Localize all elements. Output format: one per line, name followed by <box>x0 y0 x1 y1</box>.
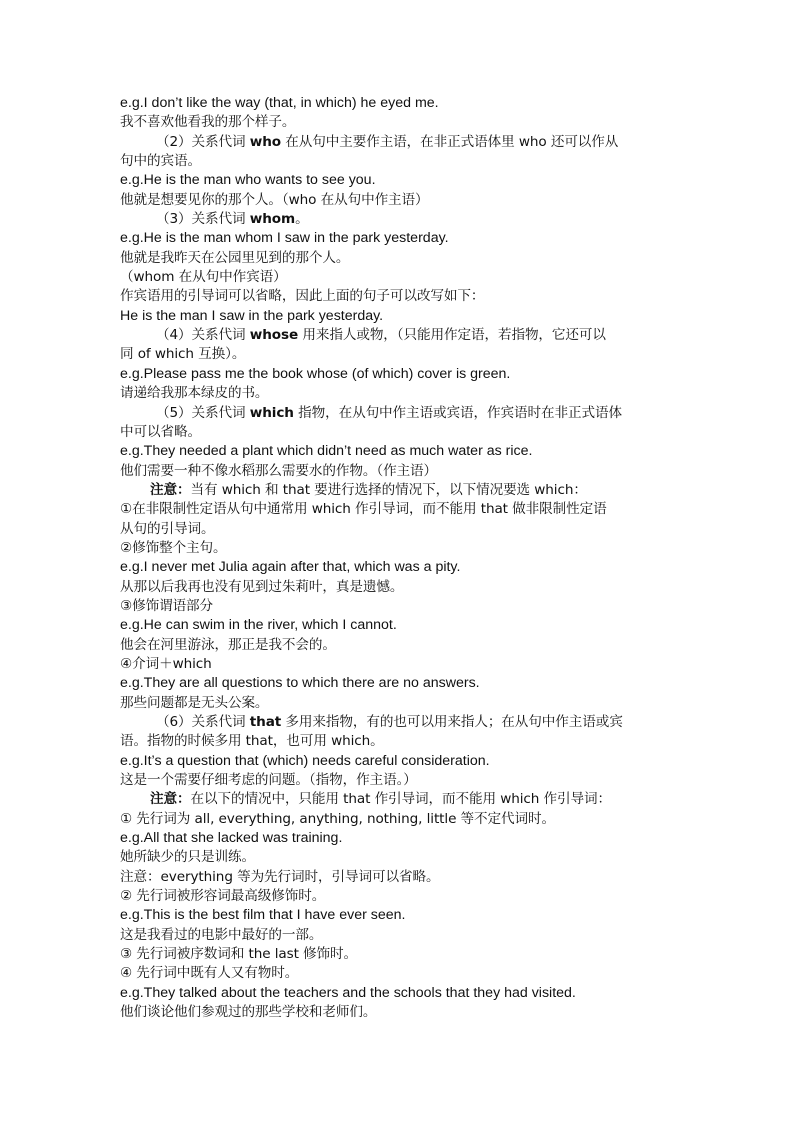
example-sentence: e.g.This is the best film that I have ever seen. <box>120 907 406 924</box>
translation: 他就是我昨天在公园里见到的那个人。 <box>120 249 350 266</box>
document-body <box>120 94 680 1023</box>
example-sentence: e.g.I don’t like the way (that, in which) he eyed me. <box>120 95 439 111</box>
example-sentence: e.g.They talked about the teachers and the schools that they had visited. <box>120 984 576 1001</box>
note-text: 注意：everything 等为先行词时，引导词可以省略。 <box>120 868 440 885</box>
example-sentence: e.g.He is the man who wants to see you. <box>120 172 376 189</box>
list-item: ③修饰谓语部分 <box>120 597 214 614</box>
translation: 他会在河里游泳，那正是我不会的。 <box>120 636 336 653</box>
list-item: ②修饰整个主句。 <box>120 539 227 556</box>
example-sentence: e.g.He can swim in the river, which I cannot. <box>120 617 397 634</box>
paragraph-text: 语。指物的时候多用 that，也可用 which。 <box>120 733 384 750</box>
example-sentence: He is the man I saw in the park yesterday. <box>120 307 384 324</box>
paragraph-text: 中可以省略。 <box>120 423 201 440</box>
translation: 这是我看过的电影中最好的一部。 <box>120 926 323 943</box>
example-sentence: e.g.Please pass me the book whose (of which) cover is green. <box>120 365 511 382</box>
paragraph-text: 句中的宾语。 <box>120 153 201 170</box>
example-sentence: e.g.It’s a question that (which) needs careful consideration. <box>120 752 490 769</box>
list-item: ①在非限制性定语从句中通常用 which 作引导词，而不能用 that 做非限制性定语 <box>120 501 607 518</box>
translation: 请递给我那本绿皮的书。 <box>120 385 269 402</box>
example-sentence: e.g.They are all questions to which there are no answers. <box>120 675 480 692</box>
list-item: ① 先行词为 all, everything, anything, nothing, little 等不定代词时。 <box>120 810 556 827</box>
translation: 这是一个需要仔细考虑的问题。（指物，作主语。） <box>120 772 417 789</box>
translation: 他们谈论他们参观过的那些学校和老师们。 <box>120 1004 377 1021</box>
paragraph-text: （whom 在从句中作宾语） <box>120 269 287 286</box>
section-heading-which: （5）关系代词 which 指物，在从句中作主语或宾语，作宾语时在非正式语体 <box>156 404 622 421</box>
translation: 从那以后我再也没有见到过朱莉叶，真是遗憾。 <box>120 578 404 595</box>
translation: 我不喜欢他看我的那个样子。 <box>120 114 296 131</box>
example-sentence: e.g.I never met Julia again after that, which was a pity. <box>120 559 461 576</box>
section-heading-whose: （4）关系代词 whose 用来指人或物，（只能用作定语，若指物，它还可以 <box>156 327 606 344</box>
section-heading-who: （2）关系代词 who 在从句中主要作主语，在非正式语体里 who 还可以作从 <box>156 133 619 150</box>
paragraph-text: 同 of which 互换）。 <box>120 346 246 363</box>
example-sentence: e.g.He is the man whom I saw in the park yesterday. <box>120 230 449 247</box>
example-sentence: e.g.They needed a plant which didn’t need as much water as rice. <box>120 443 533 460</box>
translation: 那些问题都是无头公案。 <box>120 694 269 711</box>
list-item: ③ 先行词被序数词和 the last 修饰时。 <box>120 946 358 963</box>
paragraph-text: 作宾语用的引导词可以省略，因此上面的句子可以改写如下： <box>120 288 485 305</box>
section-heading-whom: （3）关系代词 whom。 <box>156 211 309 228</box>
list-item: ② 先行词被形容词最高级修饰时。 <box>120 888 326 905</box>
list-item: ④ 先行词中既有人又有物时。 <box>120 965 299 982</box>
section-heading-that: （6）关系代词 that 多用来指物，有的也可以用来指人；在从句中作主语或宾 <box>156 714 623 730</box>
paragraph-text: 从句的引导词。 <box>120 520 215 537</box>
note-which: 注意：当有 which 和 that 要进行选择的情况下，以下情况要选 which： <box>150 481 587 498</box>
translation: 她所缺少的只是训练。 <box>120 849 255 866</box>
example-sentence: e.g.All that she lacked was training. <box>120 830 343 847</box>
list-item: ④介词＋which <box>120 655 212 672</box>
translation: 他们需要一种不像水稻那么需要水的作物。（作主语） <box>120 462 438 479</box>
note-that: 注意：在以下的情况中，只能用 that 作引导词，而不能用 which 作引导词： <box>150 791 612 808</box>
translation: 他就是想要见你的那个人。（who 在从句中作主语） <box>120 191 429 208</box>
